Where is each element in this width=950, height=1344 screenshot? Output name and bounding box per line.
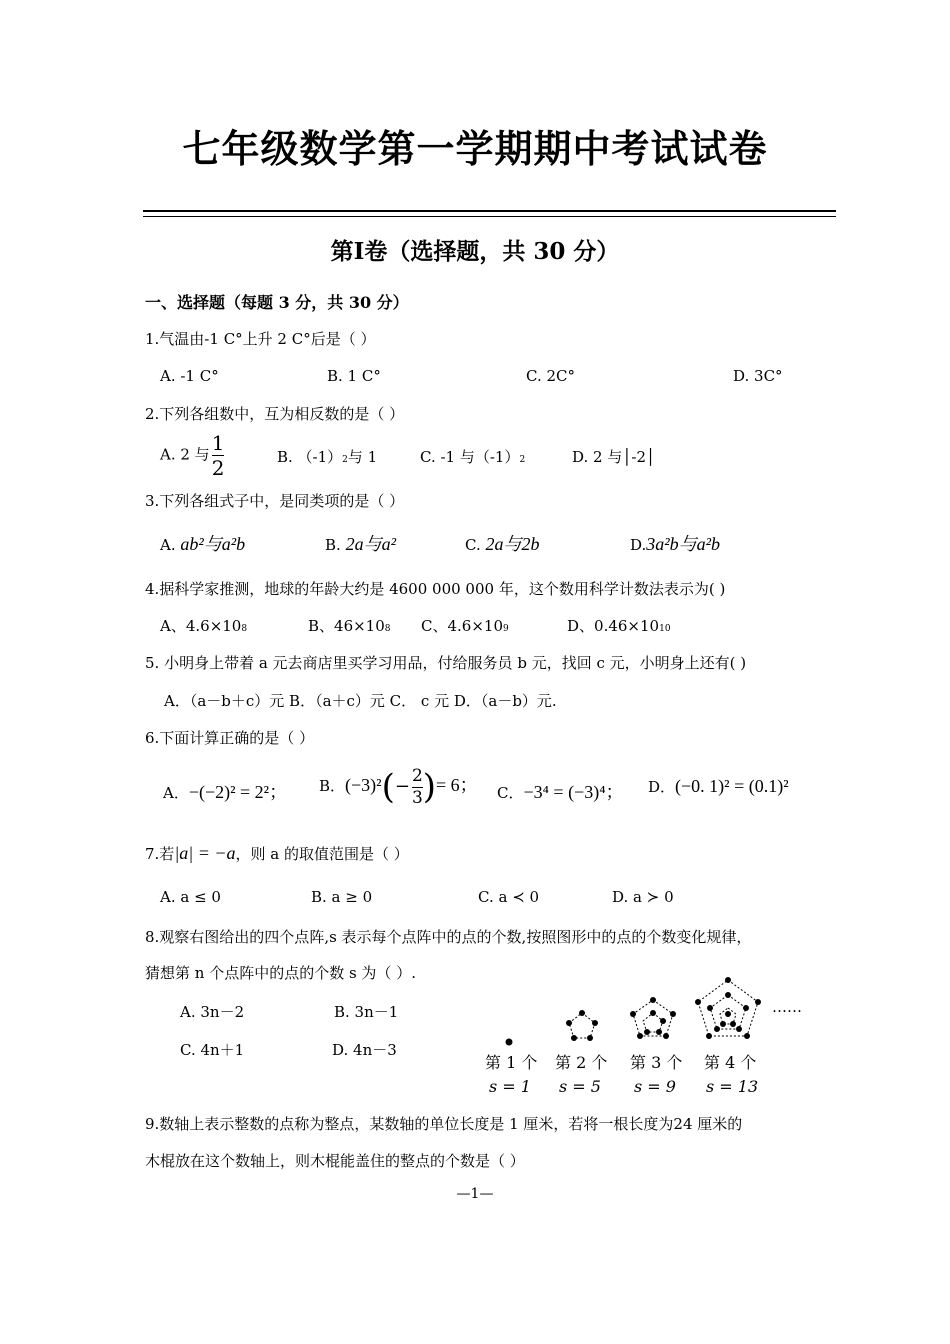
lattice-2-value: s = 5 — [559, 1077, 601, 1096]
lattice-ellipsis: …… — [772, 998, 802, 1016]
q6-option-c-expr: −3⁴ = (−3)⁴； — [523, 782, 624, 802]
q2-option-b-post: 与 1 — [347, 448, 378, 466]
q2-option-b-base: B. （-1） — [277, 448, 343, 466]
q3-option-d-expr: 3a²b与a²b — [646, 534, 721, 554]
page-number: —1— — [456, 1186, 494, 1202]
q1-option-a: A. -1 C° — [160, 367, 219, 385]
q2-option-c-exp: 2 — [519, 455, 526, 465]
lattice-3 — [633, 1000, 673, 1036]
page-title: 七年级数学第一学期期中考试试卷 — [182, 126, 768, 171]
q3-option-a-label: A. — [160, 536, 176, 554]
section-heading: 一、选择题（每题 3 分，共 30 分） — [145, 293, 409, 312]
q4-option-c — [421, 615, 509, 636]
q3-option-d — [630, 530, 720, 556]
q1-option-b: B. 1 C° — [327, 367, 381, 385]
q6-option-a — [163, 778, 287, 804]
paper-subtitle: 第Ⅰ卷（选择题，共 30 分） — [330, 238, 620, 265]
q5-stem: 5. 小明身上带着 a 元去商店里买学习用品，付给服务员 b 元，找回 c 元，小明身上还有( ) — [145, 654, 747, 672]
q6-option-b: B．(−3)²(− $\frac{2}{3}$ )= 6； — [319, 765, 478, 808]
q1-stem: 1.气温由-1 C°上升 2 C°后是（ ） — [145, 330, 376, 348]
q9-stem-line2: 木棍放在这个数轴上，则木棍能盖住的整点的个数是（ ） — [145, 1152, 525, 1170]
q7-stem — [145, 843, 409, 864]
q5-options: A．（a－b＋c）元 B．（a＋c）元 C． c 元 D．（a－b）元. — [164, 692, 557, 710]
lattice-1-value: s = 1 — [489, 1077, 531, 1096]
lattice-3-label: 第 3 个 — [630, 1053, 683, 1072]
q1-option-d: D. 3C° — [733, 367, 783, 385]
q3-option-a — [160, 530, 245, 556]
lattice-3-dots — [630, 997, 676, 1039]
q9-stem-line1: 9.数轴上表示整数的点称为整点，某数轴的单位长度是 1 厘米，若将一根长度为24 厘米的 — [145, 1115, 743, 1133]
q8-option-b: B. 3n－1 — [334, 1003, 399, 1021]
title-rule-thin — [143, 216, 836, 217]
lattice-4-label: 第 4 个 — [704, 1053, 757, 1072]
q1-option-c: C. 2C° — [526, 367, 575, 385]
q3-option-c — [465, 530, 540, 556]
q2-option-b-exp: 2 — [342, 455, 348, 465]
q4-option-d — [567, 615, 671, 636]
q7-option-a: A. a ≤ 0 — [160, 888, 221, 906]
q4-option-b — [308, 615, 391, 636]
q8-stem-line1: 8.观察右图给出的四个点阵,s 表示每个点阵中的点的个数,按照图形中的点的个数变化规律， — [145, 928, 752, 946]
q6-frac-den: 3 — [411, 787, 423, 808]
q3-option-d-label: D. — [630, 536, 647, 554]
q2-option-a-text: A. 2 与 — [160, 445, 210, 464]
q6-option-d — [648, 776, 789, 797]
q3-option-a-expr: ab²与a²b — [180, 534, 246, 554]
q2-fraction — [212, 433, 225, 478]
q2-option-c — [420, 446, 525, 467]
q7-option-b: B. a ≥ 0 — [311, 888, 373, 906]
q6-option-a-expr: −(−2)² = 2²； — [188, 782, 288, 802]
q7-stem-pre: 7.若 — [145, 845, 175, 863]
q2-option-d: D. 2 与│-2│ — [572, 448, 656, 466]
q8-option-a: A. 3n－2 — [180, 1003, 245, 1021]
q6-option-b-label: B． — [319, 777, 346, 795]
q4-option-a-base: A、4.6×10 — [160, 617, 242, 635]
q2-option-b — [277, 446, 377, 467]
q8-stem-line2: 猜想第 n 个点阵中的点的个数 s 为（ ）. — [145, 964, 416, 982]
q7-option-c: C. a ≺ 0 — [478, 888, 540, 906]
lattice-1-label: 第 1 个 — [485, 1053, 538, 1072]
q3-option-b-label: B. — [325, 536, 341, 554]
q3-option-c-expr: 2a与2b — [485, 534, 540, 554]
q3-option-c-label: C. — [465, 536, 481, 554]
q2-option-a — [160, 433, 224, 478]
q6-option-c-label: C． — [497, 784, 524, 802]
q6-option-a-label: A． — [163, 784, 189, 802]
q2-frac-den: 2 — [211, 456, 225, 480]
q6-option-c — [497, 778, 623, 804]
lattice-1-dot — [506, 1039, 513, 1046]
q6-option-d-expr: (−0. 1)² = (0.1)² — [675, 776, 789, 796]
q7-stem-post: ，则 a 的取值范围是（ ） — [235, 845, 409, 863]
q4-option-c-exp: 9 — [503, 624, 509, 634]
q2-stem: 2.下列各组数中，互为相反数的是（ ） — [145, 405, 405, 423]
q6-option-d-label: D． — [648, 778, 676, 796]
q3-stem: 3.下列各组式子中，是同类项的是（ ） — [145, 492, 405, 510]
q6-option-b-post: = 6； — [436, 775, 478, 795]
q2-option-c-base: C. -1 与（-1） — [420, 448, 520, 466]
q4-option-b-exp: 8 — [384, 624, 391, 634]
q6-fraction — [411, 765, 423, 808]
q3-option-b — [325, 530, 396, 556]
q2-frac-num: 1 — [211, 431, 225, 455]
lattice-2 — [569, 1013, 595, 1038]
q7-stem-expr: |a| = −a — [174, 843, 236, 863]
lattice-2-dots — [566, 1010, 598, 1041]
q4-option-b-base: B、46×10 — [308, 617, 385, 635]
lattice-2-label: 第 2 个 — [555, 1053, 608, 1072]
q4-option-a — [160, 615, 247, 636]
q4-option-a-exp: 8 — [241, 624, 248, 634]
q4-option-d-base: D、0.46×10 — [567, 617, 660, 635]
title-rule-thick — [143, 210, 836, 212]
q6-option-b-expr: (−3)² — [345, 775, 382, 795]
q8-option-c: C. 4n＋1 — [180, 1041, 245, 1059]
q6-frac-num: 2 — [411, 765, 423, 786]
q6-stem: 6.下面计算正确的是（ ） — [145, 729, 315, 747]
q4-option-d-exp: 10 — [659, 624, 671, 634]
lattice-3-value: s = 9 — [634, 1077, 676, 1096]
lattice-4-value: s = 13 — [706, 1077, 759, 1096]
q4-stem: 4.据科学家推测，地球的年龄大约是 4600 000 000 年，这个数用科学计数法表示为( ) — [145, 580, 726, 598]
q8-option-d: D. 4n－3 — [332, 1041, 397, 1059]
q3-option-b-expr: 2a与a² — [345, 534, 396, 554]
q4-option-c-base: C、4.6×10 — [421, 617, 503, 635]
dot-lattice-figure — [470, 970, 810, 1100]
q7-option-d: D. a ≻ 0 — [612, 888, 674, 906]
